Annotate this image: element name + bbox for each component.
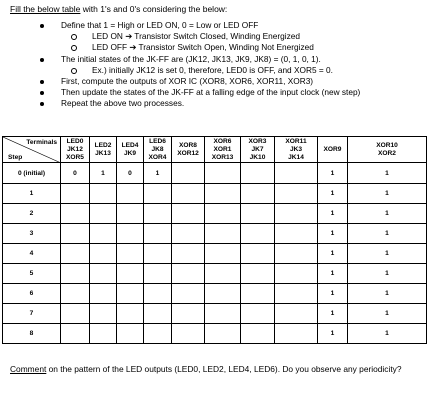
table-row [3, 264, 427, 284]
table-cell: 1 [348, 163, 427, 184]
table-cell[interactable] [144, 184, 172, 204]
column-header-line: XOR12 [177, 149, 199, 157]
table-cell: 1 [348, 304, 427, 324]
step-label: Step [8, 154, 23, 161]
table-cell[interactable] [241, 224, 275, 244]
column-header-line: JK9 [123, 149, 137, 157]
column-header-line: XOR3 [248, 137, 267, 145]
table-cell[interactable] [61, 304, 90, 324]
table-cell[interactable] [90, 204, 117, 224]
bullet-dot-icon [40, 80, 44, 84]
table-cell[interactable] [275, 264, 318, 284]
instruction-item [0, 31, 360, 42]
step-cell: 0 (initial) [3, 163, 61, 184]
table-cell[interactable] [275, 284, 318, 304]
step-cell: 3 [3, 224, 61, 244]
table-cell[interactable] [61, 224, 90, 244]
bullet-circle-icon [71, 68, 77, 74]
table-row [3, 324, 427, 344]
column-header-line: JK8 [151, 145, 164, 153]
table-cell[interactable] [205, 184, 241, 204]
table-cell: 0 [117, 163, 144, 184]
table-cell[interactable] [241, 244, 275, 264]
column-header-line: XOR9 [323, 145, 342, 153]
instructions-list [0, 20, 360, 110]
table-cell: 1 [318, 224, 348, 244]
table-cell[interactable] [241, 304, 275, 324]
table-cell: 1 [348, 324, 427, 344]
header-row [3, 137, 427, 163]
column-header [348, 137, 427, 163]
table-cell: 1 [318, 304, 348, 324]
table-cell[interactable] [275, 163, 318, 184]
table-cell[interactable] [144, 244, 172, 264]
instruction-text: Repeat the above two processes. [61, 98, 185, 109]
instruction-item [0, 87, 360, 98]
instruction-item [0, 20, 360, 31]
table-cell[interactable] [144, 324, 172, 344]
terminals-label: Terminals [26, 139, 57, 146]
heading-rest: with 1's and 0's considering the below: [80, 4, 228, 14]
column-header [172, 137, 205, 163]
column-header-line: XOR10 [376, 141, 398, 149]
column-header [144, 137, 172, 163]
table-cell[interactable] [144, 204, 172, 224]
table-cell: 1 [348, 224, 427, 244]
column-header-line: LED0 [66, 137, 84, 145]
comment-rest: on the pattern of the LED outputs (LED0, LED2, LED4, LED6). Do you observe any periodicity? [46, 364, 402, 374]
column-header [275, 137, 318, 163]
table-cell[interactable] [205, 264, 241, 284]
column-header-line: XOR2 [378, 149, 396, 157]
column-header [205, 137, 241, 163]
table-cell[interactable] [117, 204, 144, 224]
bullet-dot-icon [40, 58, 44, 62]
bullet-dot-icon [40, 91, 44, 95]
table-row [3, 244, 427, 264]
table-row [3, 204, 427, 224]
table-cell[interactable] [90, 284, 117, 304]
column-header-line: LED4 [121, 141, 139, 149]
table-cell[interactable] [61, 284, 90, 304]
column-header [318, 137, 348, 163]
step-cell: 4 [3, 244, 61, 264]
bullet-dot-icon [40, 24, 44, 28]
bullet-circle-icon [71, 34, 77, 40]
table-cell[interactable] [61, 184, 90, 204]
table-cell[interactable] [241, 324, 275, 344]
table-row [3, 163, 427, 184]
table-cell[interactable] [275, 324, 318, 344]
led-state-table [2, 136, 427, 344]
table-cell[interactable] [61, 324, 90, 344]
column-header-line: JK14 [288, 153, 304, 161]
instructions-heading [10, 4, 227, 14]
table-cell[interactable] [144, 284, 172, 304]
table-cell: 1 [348, 264, 427, 284]
table-cell: 1 [318, 204, 348, 224]
table-cell[interactable] [205, 304, 241, 324]
table-cell: 1 [144, 163, 172, 184]
table-cell[interactable] [90, 244, 117, 264]
table-cell: 1 [348, 244, 427, 264]
column-header-line: JK12 [67, 145, 83, 153]
step-cell: 1 [3, 184, 61, 204]
table-cell[interactable] [172, 204, 205, 224]
step-cell: 6 [3, 284, 61, 304]
table-cell: 1 [318, 284, 348, 304]
table-cell[interactable] [117, 224, 144, 244]
table-cell[interactable] [61, 204, 90, 224]
table-cell[interactable] [205, 163, 241, 184]
column-header [61, 137, 90, 163]
column-header-line: JK10 [249, 153, 266, 161]
instruction-item [0, 65, 360, 76]
table-cell: 1 [318, 264, 348, 284]
table-cell[interactable] [90, 304, 117, 324]
instruction-item [0, 54, 360, 65]
table-cell[interactable] [241, 264, 275, 284]
column-header [241, 137, 275, 163]
instruction-text: Then update the states of the JK-FF at a falling edge of the input clock (new step) [61, 87, 361, 98]
table-cell[interactable] [275, 184, 318, 204]
column-header-line: XOR11 [285, 137, 307, 145]
table-cell[interactable] [117, 244, 144, 264]
step-cell: 5 [3, 264, 61, 284]
step-cell: 2 [3, 204, 61, 224]
table-cell: 1 [318, 163, 348, 184]
bullet-dot-icon [40, 102, 44, 106]
instruction-text: Ex.) initially JK12 is set 0, therefore, LED0 is OFF, and XOR5 = 0. [92, 64, 333, 75]
table-cell[interactable] [172, 244, 205, 264]
column-header-line: LED2 [94, 141, 112, 149]
corner-header-cell [3, 137, 61, 163]
table-cell[interactable] [90, 264, 117, 284]
instruction-item [0, 76, 360, 87]
table-cell[interactable] [117, 324, 144, 344]
table-cell: 1 [318, 184, 348, 204]
table-cell[interactable] [275, 244, 318, 264]
table-cell[interactable] [172, 264, 205, 284]
table-cell[interactable] [205, 284, 241, 304]
column-header [117, 137, 144, 163]
step-cell: 7 [3, 304, 61, 324]
table-cell[interactable] [275, 204, 318, 224]
table-cell[interactable] [144, 264, 172, 284]
table-row [3, 184, 427, 204]
table-cell: 1 [90, 163, 117, 184]
table-cell[interactable] [61, 244, 90, 264]
table-cell[interactable] [275, 304, 318, 324]
table-cell[interactable] [205, 224, 241, 244]
instruction-text: The initial states of the JK-FF are (JK12, JK13, JK9, JK8) = (0, 1, 0, 1). [61, 53, 321, 64]
table-cell: 1 [348, 284, 427, 304]
column-header-line: XOR5 [66, 153, 84, 161]
table-cell[interactable] [205, 244, 241, 264]
table-cell[interactable] [241, 184, 275, 204]
instruction-text: LED ON ➔ Transistor Switch Closed, Winding Energized [92, 31, 301, 42]
instruction-text: LED OFF ➔ Transistor Switch Open, Winding Not Energized [92, 42, 314, 53]
instruction-text: First, compute the outputs of XOR IC (XOR8, XOR6, XOR11, XOR3) [61, 76, 314, 87]
table-cell[interactable] [172, 163, 205, 184]
column-header-line: XOR1 [213, 145, 232, 153]
column-header-line: LED6 [149, 137, 166, 145]
column-header-line: XOR4 [148, 153, 167, 161]
comment-prompt [10, 364, 430, 375]
instruction-item [0, 42, 360, 53]
table-cell[interactable] [90, 324, 117, 344]
table-cell[interactable] [172, 224, 205, 244]
comment-underlined: Comment [10, 364, 47, 374]
table-cell[interactable] [205, 204, 241, 224]
table-cell[interactable] [172, 324, 205, 344]
table-row [3, 224, 427, 244]
table-cell[interactable] [205, 324, 241, 344]
table-cell[interactable] [241, 204, 275, 224]
instruction-text: Define that 1 = High or LED ON, 0 = Low or LED OFF [61, 20, 259, 30]
table-cell[interactable] [90, 224, 117, 244]
column-header-line: XOR8 [179, 141, 197, 149]
table-cell[interactable] [61, 264, 90, 284]
table-cell[interactable] [117, 264, 144, 284]
table-cell[interactable] [172, 304, 205, 324]
heading-underlined: Fill the below table [10, 4, 81, 14]
table-cell[interactable] [117, 304, 144, 324]
table-cell: 0 [61, 163, 90, 184]
table-cell[interactable] [117, 184, 144, 204]
column-header-line: JK13 [95, 149, 111, 157]
table-cell[interactable] [275, 224, 318, 244]
column-header [90, 137, 117, 163]
table-cell[interactable] [144, 224, 172, 244]
table-cell: 1 [348, 204, 427, 224]
table-cell[interactable] [241, 163, 275, 184]
column-header-line: JK7 [251, 145, 264, 153]
table-cell[interactable] [241, 284, 275, 304]
bullet-circle-icon [71, 45, 77, 51]
table-cell[interactable] [172, 284, 205, 304]
column-header-line: XOR6 [213, 137, 232, 145]
step-cell: 8 [3, 324, 61, 344]
table-cell: 1 [318, 324, 348, 344]
table-row [3, 304, 427, 324]
table-cell: 1 [348, 184, 427, 204]
instruction-item [0, 98, 360, 109]
table-cell[interactable] [144, 304, 172, 324]
table-cell[interactable] [117, 284, 144, 304]
table-cell[interactable] [172, 184, 205, 204]
table-cell: 1 [318, 244, 348, 264]
column-header-line: JK3 [289, 145, 303, 153]
table-row [3, 284, 427, 304]
column-header-line: XOR13 [211, 153, 234, 161]
table-cell[interactable] [90, 184, 117, 204]
